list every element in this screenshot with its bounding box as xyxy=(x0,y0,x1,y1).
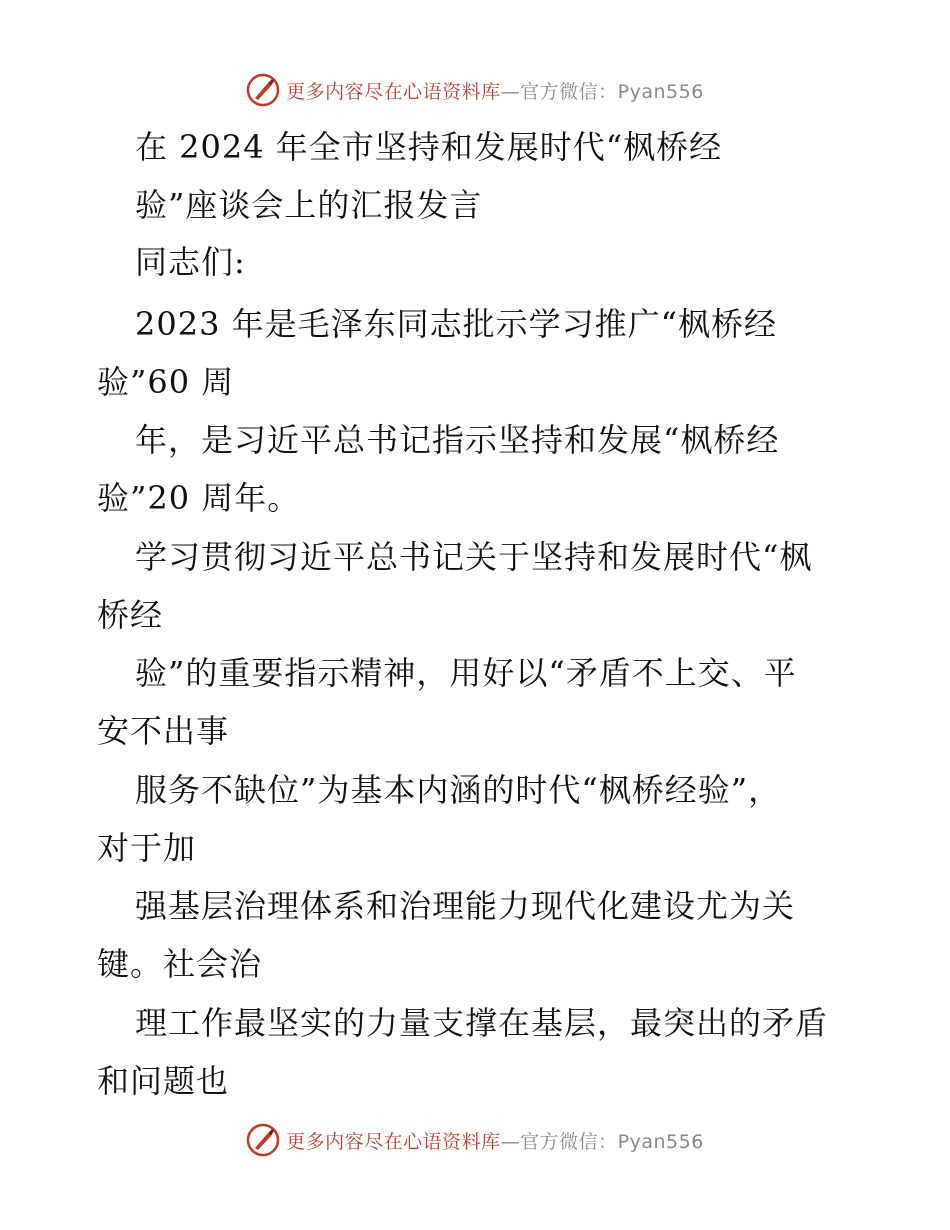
doc-line: 验”座谈会上的汇报发言 xyxy=(135,186,483,224)
watermark-gray-text: —官方微信：Pyan556 xyxy=(500,1130,704,1153)
pen-logo-icon xyxy=(246,1123,280,1157)
doc-line: 对于加 xyxy=(97,829,197,867)
doc-line: 键。社会治 xyxy=(97,945,263,983)
doc-line: 在 2024 年全市坚持和发展时代“枫桥经 xyxy=(135,128,723,166)
watermark-gray-text: —官方微信：Pyan556 xyxy=(500,80,704,103)
footer-watermark xyxy=(0,1120,950,1160)
doc-line: 和问题也 xyxy=(97,1062,230,1100)
doc-line: 理工作最坚实的力量支撑在基层，最突出的矛盾 xyxy=(135,1004,829,1042)
doc-line: 验”20 周年。 xyxy=(97,479,301,517)
watermark-red-text: 更多内容尽在心语资料库 xyxy=(286,80,501,103)
doc-line: 强基层治理体系和治理能力现代化建设尤为关 xyxy=(135,887,796,925)
doc-line: 同志们: xyxy=(135,243,246,281)
watermark-red-text: 更多内容尽在心语资料库 xyxy=(286,1130,501,1153)
doc-line: 2023 年是毛泽东同志批示学习推广“枫桥经 xyxy=(135,305,777,343)
doc-line: 年，是习近平总书记指示坚持和发展“枫桥经 xyxy=(135,421,780,459)
doc-line: 桥经 xyxy=(97,596,164,634)
doc-line: 服务不缺位”为基本内涵的时代“枫桥经验”， xyxy=(135,771,782,809)
doc-line: 学习贯彻习近平总书记关于坚持和发展时代“枫 xyxy=(135,538,813,576)
doc-line: 验”的重要指示精神，用好以“矛盾不上交、平 xyxy=(135,654,797,692)
doc-line: 验”60 周 xyxy=(97,363,235,401)
doc-line: 安不出事 xyxy=(97,712,230,750)
